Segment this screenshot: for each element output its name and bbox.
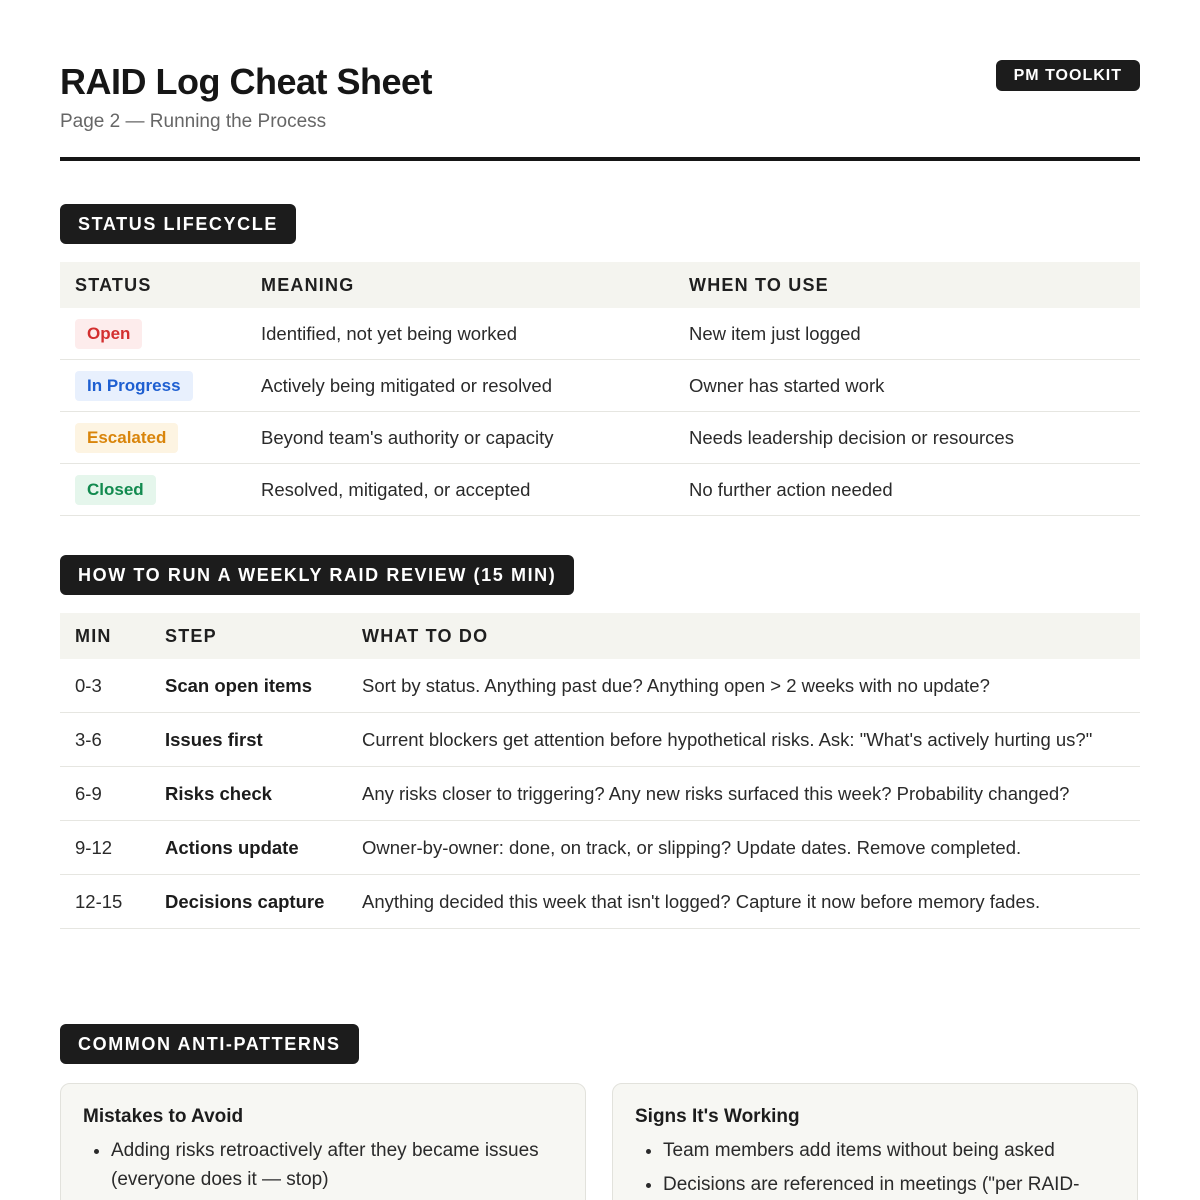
- status-lifecycle-table: [60, 262, 1140, 516]
- min-cell: 3-6: [60, 713, 150, 767]
- table-row: [60, 821, 1140, 875]
- when-cell: No further action needed: [674, 464, 1140, 516]
- status-badge-open: Open: [75, 319, 142, 349]
- table-row: [60, 412, 1140, 464]
- column-header-step: STEP: [150, 613, 347, 659]
- meaning-cell: Identified, not yet being worked: [246, 308, 674, 360]
- status-badge-closed: Closed: [75, 475, 156, 505]
- page-title: RAID Log Cheat Sheet: [60, 61, 433, 102]
- mistakes-card: [60, 1083, 586, 1200]
- step-cell: Scan open items: [150, 659, 347, 713]
- status-cell: [60, 360, 246, 412]
- table-row: [60, 713, 1140, 767]
- meaning-cell: Actively being mitigated or resolved: [246, 360, 674, 412]
- weekly-review-table: [60, 613, 1140, 929]
- signs-card: [612, 1083, 1138, 1200]
- list-item: • Decisions are referenced in meetings ("per RAID-: [663, 1170, 1115, 1199]
- step-cell: Decisions capture: [150, 875, 347, 929]
- min-cell: 0-3: [60, 659, 150, 713]
- column-header-when-to-use: WHEN TO USE: [674, 262, 1140, 308]
- section-label-anti-patterns: COMMON ANTI-PATTERNS: [60, 1024, 359, 1064]
- table-header-row: [60, 613, 1140, 659]
- toolkit-badge: PM TOOLKIT: [996, 60, 1140, 91]
- column-header-min: MIN: [60, 613, 150, 659]
- signs-list: [635, 1136, 1115, 1199]
- table-row: [60, 659, 1140, 713]
- step-cell: Risks check: [150, 767, 347, 821]
- what-cell: Owner-by-owner: done, on track, or slipping? Update dates. Remove completed.: [347, 821, 1140, 875]
- table-row: [60, 464, 1140, 516]
- min-cell: 6-9: [60, 767, 150, 821]
- table-row: [60, 360, 1140, 412]
- table-row: [60, 875, 1140, 929]
- what-cell: Anything decided this week that isn't logged? Capture it now before memory fades.: [347, 875, 1140, 929]
- when-cell: Owner has started work: [674, 360, 1140, 412]
- table-row: [60, 767, 1140, 821]
- status-badge-in-progress: In Progress: [75, 371, 193, 401]
- mistakes-list: [83, 1136, 563, 1194]
- list-item: • Adding risks retroactively after they became issues (everyone does it — stop): [111, 1136, 563, 1194]
- meaning-cell: Resolved, mitigated, or accepted: [246, 464, 674, 516]
- status-cell: [60, 464, 246, 516]
- when-cell: Needs leadership decision or resources: [674, 412, 1140, 464]
- section-label-status-lifecycle: STATUS LIFECYCLE: [60, 204, 296, 244]
- step-cell: Issues first: [150, 713, 347, 767]
- min-cell: 12-15: [60, 875, 150, 929]
- status-badge-escalated: Escalated: [75, 423, 178, 453]
- status-cell: [60, 308, 246, 360]
- column-header-status: STATUS: [60, 262, 246, 308]
- page-subtitle: Page 2 — Running the Process: [60, 111, 327, 132]
- signs-title: Signs It's Working: [635, 1106, 800, 1127]
- when-cell: New item just logged: [674, 308, 1140, 360]
- list-item: • Team members add items without being asked: [663, 1136, 1115, 1165]
- column-header-meaning: MEANING: [246, 262, 674, 308]
- table-header-row: [60, 262, 1140, 308]
- step-cell: Actions update: [150, 821, 347, 875]
- mistakes-title: Mistakes to Avoid: [83, 1106, 244, 1127]
- meaning-cell: Beyond team's authority or capacity: [246, 412, 674, 464]
- what-cell: Sort by status. Anything past due? Anything open > 2 weeks with no update?: [347, 659, 1140, 713]
- what-cell: Current blockers get attention before hypothetical risks. Ask: "What's actively hurting us?": [347, 713, 1140, 767]
- column-header-what-to-do: WHAT TO DO: [347, 613, 1140, 659]
- min-cell: 9-12: [60, 821, 150, 875]
- section-label-weekly-review: HOW TO RUN A WEEKLY RAID REVIEW (15 MIN): [60, 555, 574, 595]
- page-header: [60, 58, 1140, 134]
- what-cell: Any risks closer to triggering? Any new risks surfaced this week? Probability changed?: [347, 767, 1140, 821]
- status-cell: [60, 412, 246, 464]
- header-divider: [60, 157, 1140, 161]
- table-row: [60, 308, 1140, 360]
